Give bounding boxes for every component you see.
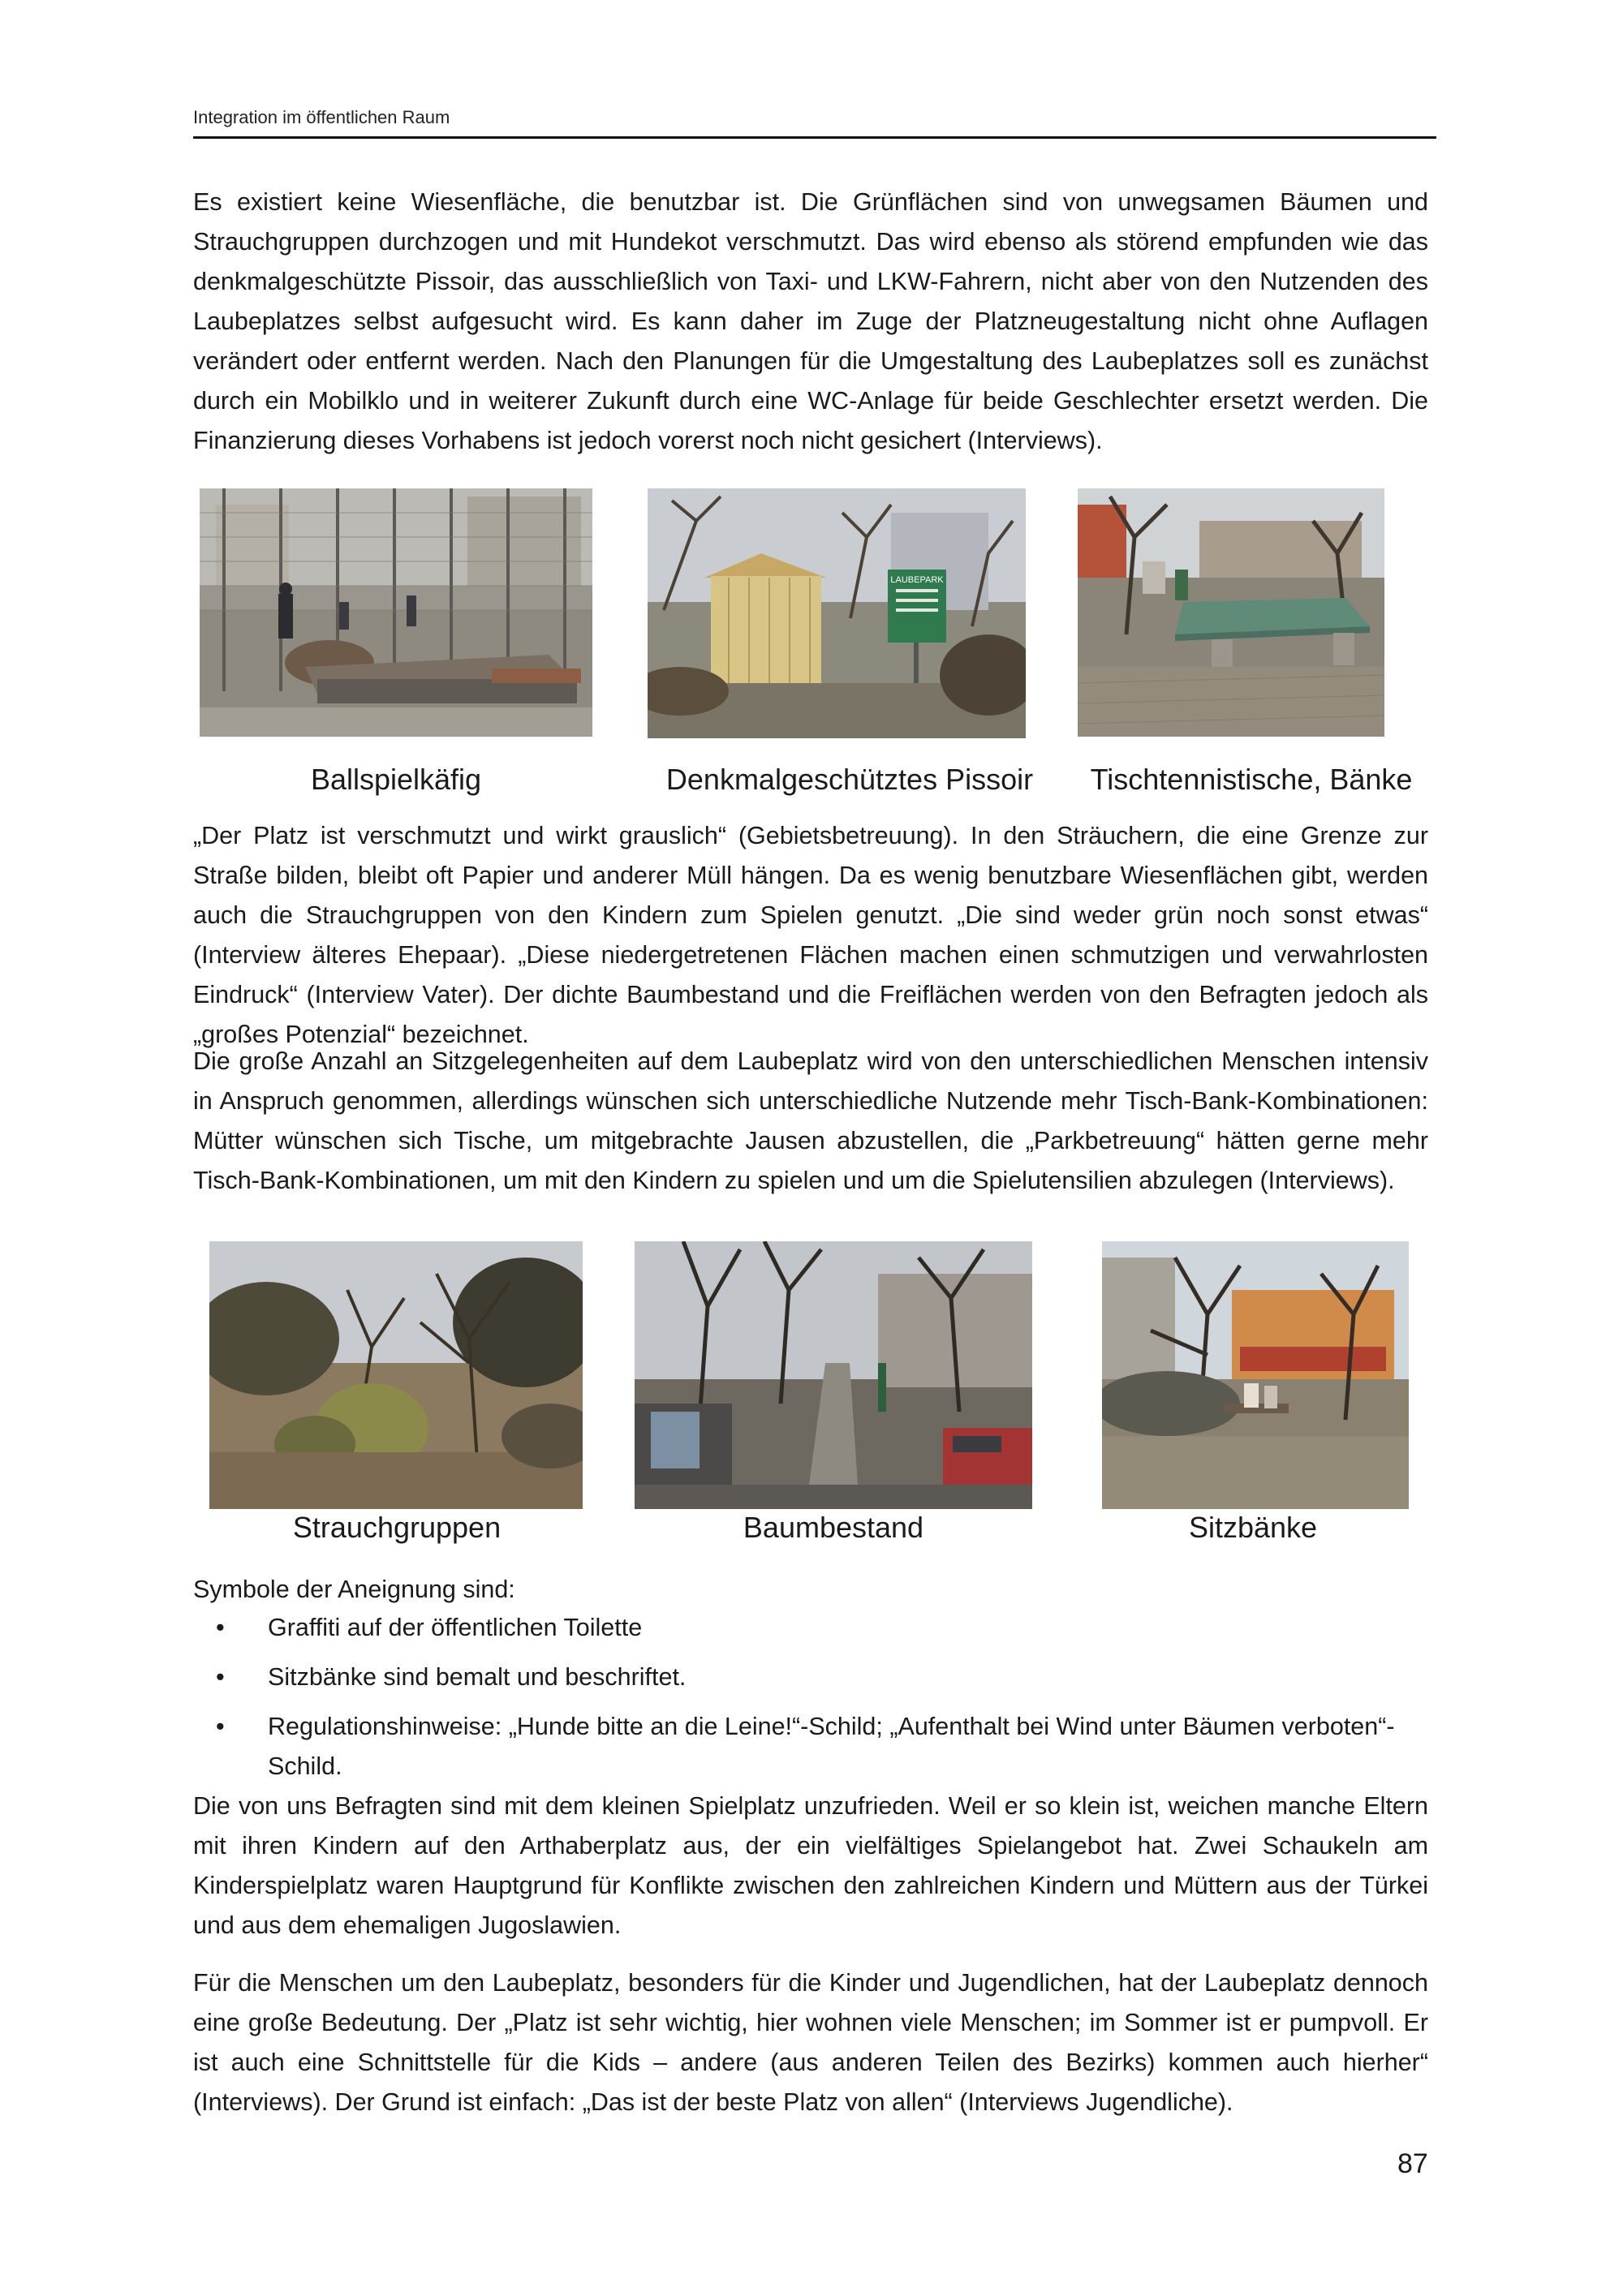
list-item-text: Graffiti auf der öffentlichen Toilette <box>268 1614 643 1641</box>
paragraph-greenspace: Es existiert keine Wiesenfläche, die benutzbar ist. Die Grünflächen sind von unwegsamen Bäumen und Strauchgruppen durchzogen und mit Hundekot verschmutzt. Das wird ebenso als störend empfunden wie das denkmalgeschützte Pissoir, das ausschließlich von Taxi- und LKW-Fahrern, nicht aber von den Nutzenden des Laubeplatzes selbst aufgesucht wird. Es kann daher im Zuge der Platzneugestaltung nicht ohne Auflagen verändert oder entfernt werden. Nach den Planungen für die Umgestaltung des Laubeplatzes soll es zunächst durch ein Mobilklo und in weiterer Zukunft durch eine WC-Anlage für beide Geschlechter ersetzt werden. Die Finanzierung dieses Vorhabens ist jedoch vorerst noch nicht gesichert (Interviews). <box>193 188 1428 454</box>
page-number: 87 <box>1397 2148 1428 2179</box>
caption-baumbestand: Baumbestand <box>743 1511 924 1544</box>
paragraph-importance: Für die Menschen um den Laubeplatz, besonders für die Kinder und Jugendlichen, hat der Laubeplatz dennoch eine große Bedeutung. Der „Platz ist sehr wichtig, hier wohnen viele Menschen; im Sommer ist er pumpvoll. Er ist auch eine Schnittstelle für die Kids – andere (aus anderen Teilen des Bezirks) kommen auch hierher“ (Interviews). Der Grund ist einfach: „Das ist der beste Platz von allen“ (Interviews Jugendliche). <box>193 1969 1428 2116</box>
paragraph-seating: Die große Anzahl an Sitzgelegenheiten auf dem Laubeplatz wird von den unterschiedlichen Menschen intensiv in Anspruch genommen, allerdings wünschen sich unterschiedliche Nutzende mehr Tisch-Bank-Kombinationen: Mütter wünschen sich Tische, um mitgebrachte Jausen abzustellen, die „Parkbetreuung“ hätten gerne mehr Tisch-Bank-Kombinationen, um mit den Kindern zu spielen und um die Spielutensilien abzulegen (Interviews). <box>193 1047 1428 1194</box>
list-item-text: Regulationshinweise: „Hunde bitte an die Leine!“-Schild; „Aufenthalt bei Wind unter Bäumen verboten“-Schild. <box>268 1713 1395 1780</box>
list-item <box>193 1658 1428 1697</box>
caption-ballspielkaefig: Ballspielkäfig <box>310 763 482 796</box>
running-header: Integration im öffentlichen Raum <box>193 107 450 127</box>
bullet-icon: • <box>216 1713 225 1740</box>
paragraph-playground: Die von uns Befragten sind mit dem kleinen Spielplatz unzufrieden. Weil er so klein ist, weichen manche Eltern mit ihren Kindern auf den Arthaberplatz aus, der ein vielfältiges Spielangebot hat. Zwei Schaukeln am Kinderspielplatz waren Hauptgrund für Konflikte zwischen den zahlreichen Kindern und Müttern aus der Türkei und aus dem ehemaligen Jugoslawien. <box>193 1792 1428 1939</box>
paragraph-symbols-intro: Symbole der Aneignung sind: <box>193 1576 515 1603</box>
list-item <box>193 1707 1428 1786</box>
caption-tischtennis: Tischtennistische, Bänke <box>1090 763 1413 796</box>
bullet-icon: • <box>216 1614 225 1641</box>
photo-sitzbaenke <box>1102 1241 1409 1509</box>
bullet-icon: • <box>216 1663 225 1691</box>
caption-sitzbaenke: Sitzbänke <box>1188 1511 1318 1544</box>
caption-pissoir: Denkmalgeschütztes Pissoir <box>665 763 1034 796</box>
header-rule <box>193 136 1436 139</box>
sign-text: LAUBEPARK <box>890 575 944 585</box>
list-item-text: Sitzbänke sind bemalt und beschriftet. <box>268 1663 687 1691</box>
photo-ballspielkaefig <box>200 488 592 737</box>
list-item <box>193 1608 1428 1648</box>
caption-strauchgruppen: Strauchgruppen <box>292 1511 502 1544</box>
photo-strauchgruppen <box>209 1241 583 1509</box>
photo-pissoir <box>648 488 1026 738</box>
paragraph-pollution: „Der Platz ist verschmutzt und wirkt grauslich“ (Gebietsbetreuung). In den Sträuchern, die eine Grenze zur Straße bilden, bleibt oft Papier und anderer Müll hängen. Da es wenig benutzbare Wiesenflächen gibt, werden auch die Strauchgruppen von den Kindern zum Spielen genutzt. „Die sind weder grün noch sonst etwas“ (Interview älteres Ehepaar). „Diese niedergetretenen Flächen machen einen schmutzigen und verwahrlosten Eindruck“ (Interview Vater). Der dichte Baumbestand und die Freiflächen werden von den Befragten jedoch als „großes Potenzial“ bezeichnet. <box>193 822 1428 1048</box>
photo-baumbestand <box>635 1241 1032 1509</box>
photo-tischtennis <box>1078 488 1384 737</box>
symbols-list <box>193 1608 1428 1796</box>
